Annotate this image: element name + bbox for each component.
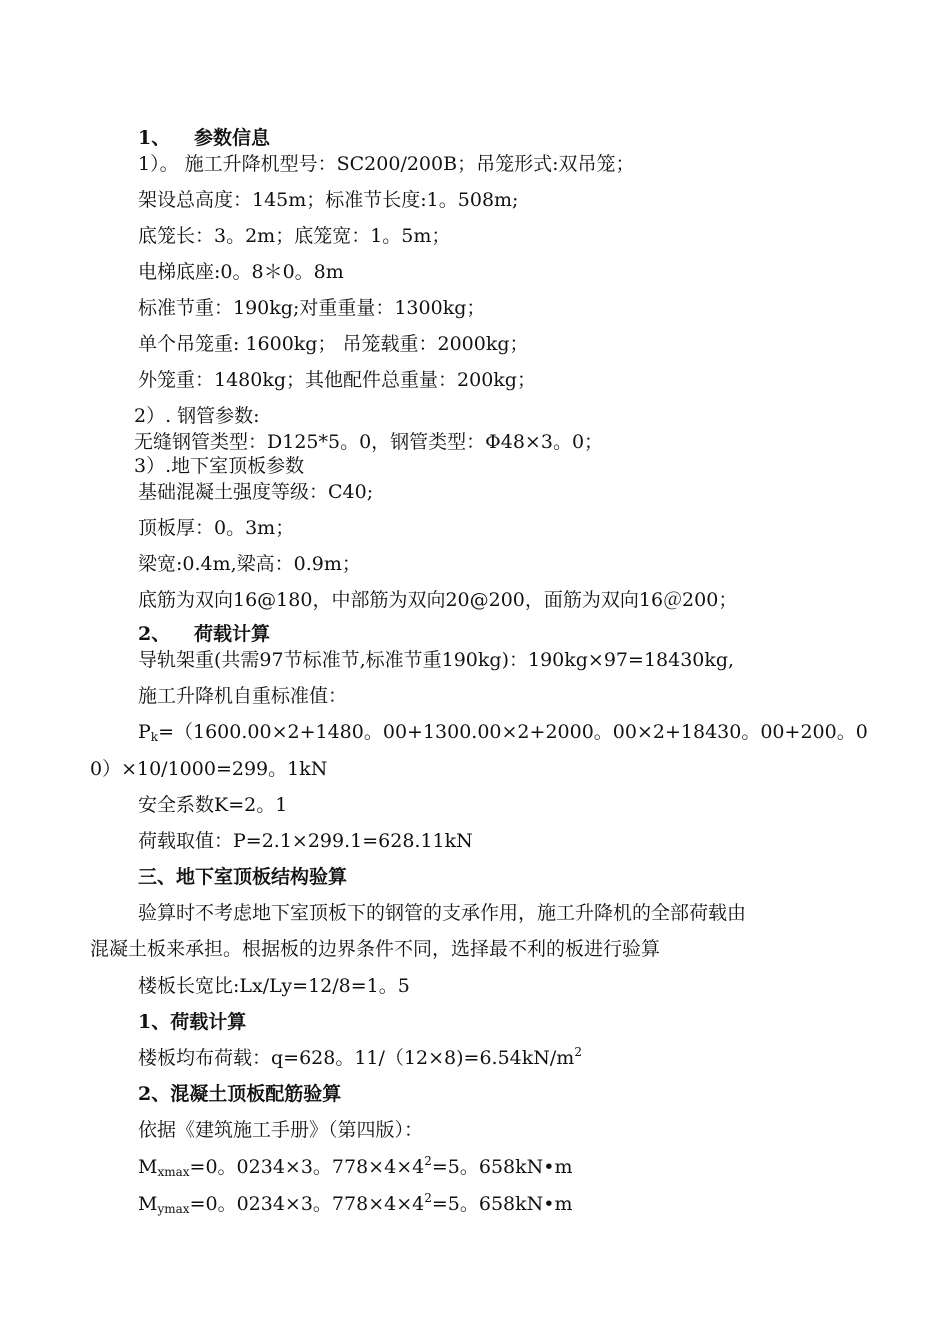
- subsection-rebar-heading: 2、混凝土顶板配筋验算: [138, 1083, 342, 1105]
- aspect-ratio: 楼板长宽比:Lx/Ly=12/8=1。5: [138, 975, 410, 997]
- section-3-heading: 三、地下室顶板结构验算: [138, 866, 348, 888]
- subsection-load-heading: 1、荷载计算: [138, 1011, 247, 1033]
- paragraph-line-2: 混凝土板来承担。根据板的边界条件不同，选择最不利的板进行验算: [90, 938, 661, 960]
- uniform-load-expression: 楼板均布荷载：q=628。11/（12×8)=6.54kN/m: [138, 1047, 575, 1069]
- uniform-load: [138, 1046, 582, 1070]
- param-line-14: 底筋为双向16@180，中部筋为双向20@200，面筋为双向16＠200；: [138, 589, 738, 611]
- section-2-number: 2、: [138, 623, 171, 645]
- my-formula: [138, 1192, 573, 1216]
- mx-formula: [138, 1155, 572, 1179]
- param-line-5: 标准节重：190kg;对重重量：1300kg；: [138, 297, 486, 319]
- pk-expression: =（1600.00×2+1480。00+1300.00×2+2000。00×2+18430。00+200。0: [158, 721, 868, 743]
- paragraph-line-1: 验算时不考虑地下室顶板下的钢管的支承作用，施工升降机的全部荷载由: [138, 902, 747, 924]
- pk-symbol: P: [138, 721, 151, 743]
- section-1-title: 参数信息: [194, 127, 271, 149]
- reference-line: 依据《建筑施工手册》（第四版）：: [138, 1119, 424, 1141]
- load-line-1: 导轨架重(共需97节标准节,标准节重190kg)：190kg×97=18430kg,: [138, 649, 735, 671]
- section-2-heading: [138, 622, 270, 646]
- param-line-10: 3）.地下室顶板参数: [134, 455, 305, 477]
- pk-formula-continued: 0）×10/1000=299。1kN: [90, 758, 328, 780]
- section-1-heading: [138, 126, 270, 150]
- uniform-load-superscript: 2: [574, 1045, 582, 1059]
- mx-subscript: xmax: [157, 1165, 190, 1179]
- load-line-2: 施工升降机自重标准值：: [138, 685, 348, 707]
- my-superscript: 2: [424, 1191, 432, 1205]
- my-result: =5。658kN•m: [431, 1193, 573, 1215]
- param-line-2: 架设总高度：145m；标准节长度:1。508m;: [138, 189, 519, 211]
- param-line-7: 外笼重：1480kg；其他配件总重量：200kg；: [138, 369, 536, 391]
- param-line-6: 单个吊笼重: 1600kg； 吊笼载重：2000kg；: [138, 333, 529, 355]
- mx-superscript: 2: [424, 1154, 432, 1168]
- pk-subscript: k: [150, 730, 159, 744]
- mx-expression: =0。0234×3。778×4×4: [189, 1156, 425, 1178]
- my-symbol: M: [138, 1193, 158, 1215]
- safety-factor: 安全系数K=2。1: [138, 794, 288, 816]
- section-1-number: 1、: [138, 127, 171, 149]
- param-line-13: 梁宽:0.4m,梁高：0.9m；: [138, 553, 361, 575]
- mx-result: =5。658kN•m: [431, 1156, 573, 1178]
- param-line-12: 顶板厚：0。3m；: [138, 517, 295, 539]
- mx-symbol: M: [138, 1156, 158, 1178]
- load-value: 荷载取值：P=2.1×299.1=628.11kN: [138, 830, 473, 852]
- param-line-11: 基础混凝土强度等级：C40;: [138, 481, 374, 503]
- param-line-4: 电梯底座:0。8＊0。8m: [138, 261, 344, 283]
- param-line-3: 底笼长：3。2m；底笼宽：1。5m；: [138, 225, 451, 247]
- param-line-9: 无缝钢管类型：D125*5。0，钢管类型：Φ48×3。0；: [134, 431, 604, 453]
- pk-formula: [138, 720, 868, 744]
- section-2-title: 荷载计算: [194, 623, 271, 645]
- param-line-1: 1）。 施工升降机型号：SC200/200B；吊笼形式:双吊笼；: [138, 153, 635, 175]
- param-line-8: 2）. 钢管参数:: [134, 405, 260, 427]
- my-subscript: ymax: [157, 1202, 190, 1216]
- my-expression: =0。0234×3。778×4×4: [189, 1193, 425, 1215]
